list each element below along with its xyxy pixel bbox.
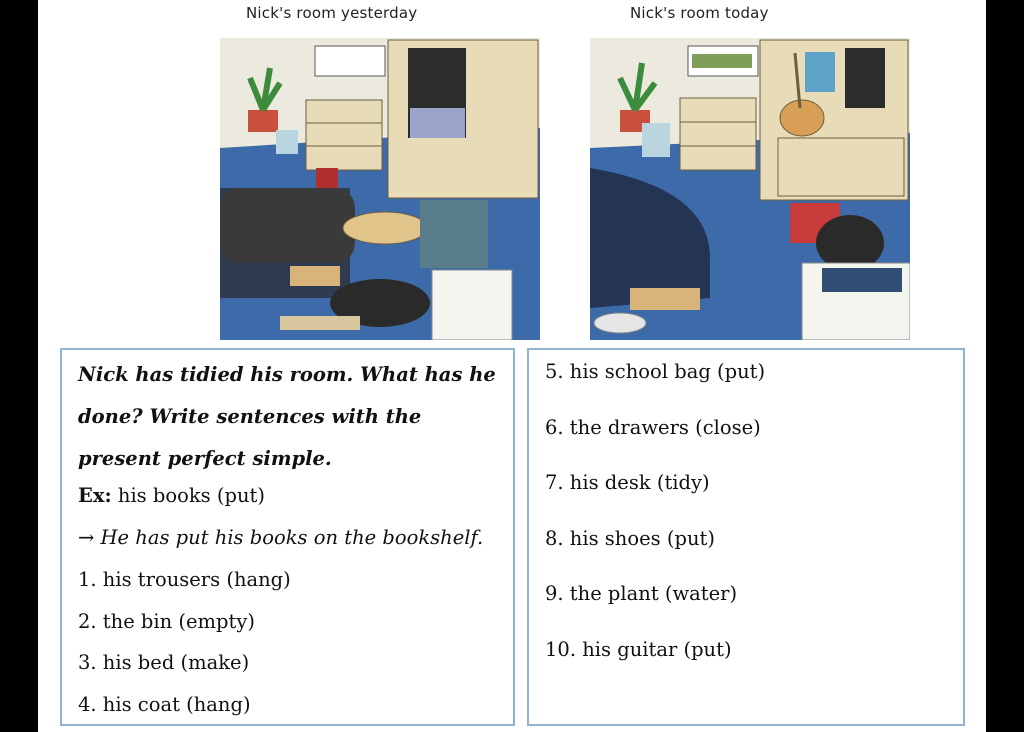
exercise-item-7: 7. his desk (tidy): [545, 471, 710, 494]
exercise-item-10: 10. his guitar (put): [545, 638, 732, 661]
example-prompt: his books (put): [117, 484, 265, 507]
example-answer-line: [78, 526, 483, 549]
exercise-item-9: 9. the plant (water): [545, 582, 738, 605]
tidy-room-illustration: [590, 38, 910, 340]
instructions-box: [60, 348, 515, 726]
caption-today: Nick's room today: [630, 4, 769, 22]
caption-yesterday: Nick's room yesterday: [246, 4, 418, 22]
instruction-text: Nick has tidied his room. What has he done? Write sentences with the present perfect simple.: [78, 363, 496, 470]
exercise-item-8: 8. his shoes (put): [545, 527, 715, 550]
exercise-item-4: 4. his coat (hang): [78, 693, 251, 716]
example-answer: He has put his books on the bookshelf.: [100, 526, 484, 549]
example-label: Ex:: [78, 484, 112, 507]
messy-room-illustration: [220, 38, 540, 340]
worksheet-page: [38, 0, 986, 732]
exercise-item-5: 5. his school bag (put): [545, 360, 766, 383]
exercise-item-1: 1. his trousers (hang): [78, 568, 291, 591]
exercise-item-3: 3. his bed (make): [78, 651, 250, 674]
exercise-list-box: [527, 348, 965, 726]
exercise-item-2: 2. the bin (empty): [78, 610, 255, 633]
exercise-item-6: 6. the drawers (close): [545, 416, 761, 439]
example-line: [78, 484, 265, 507]
arrow-icon: →: [78, 526, 95, 549]
